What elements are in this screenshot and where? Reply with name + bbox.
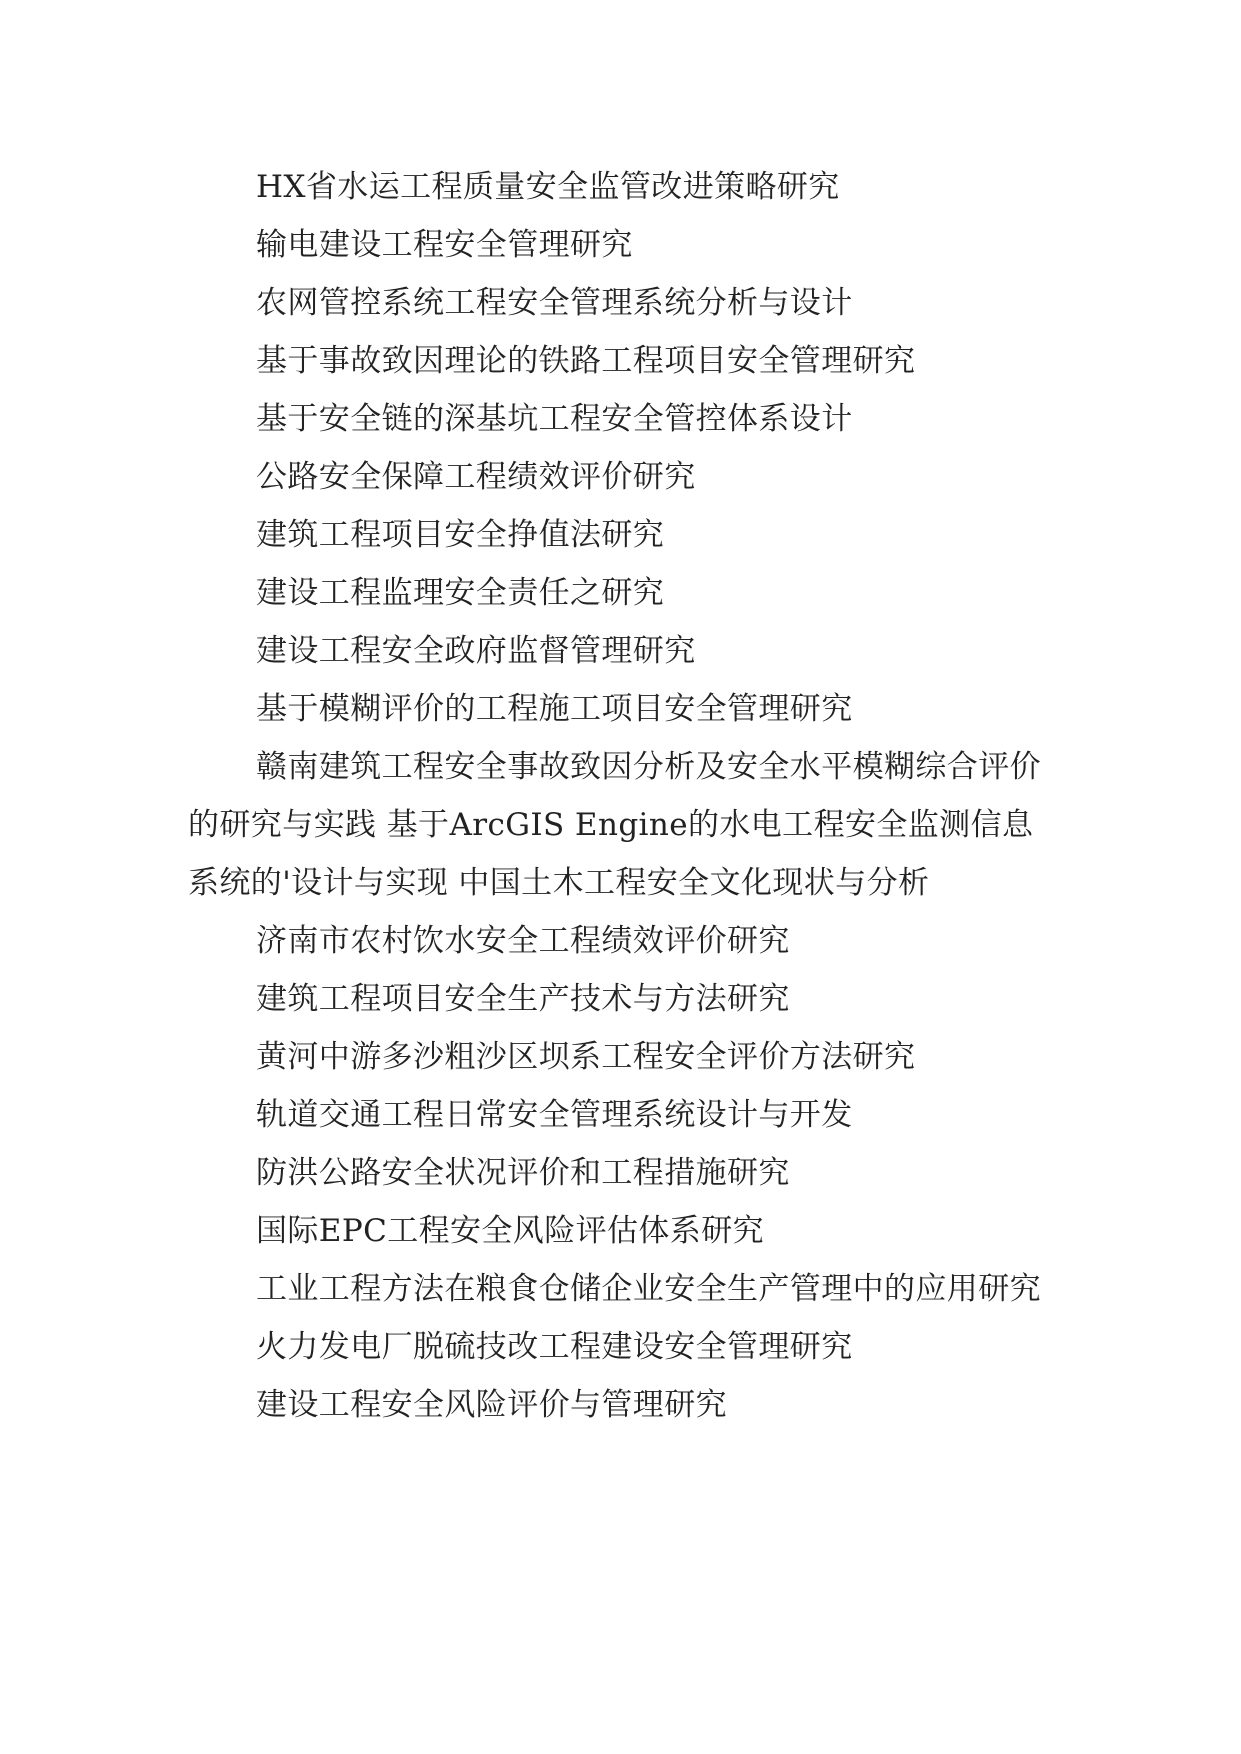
title-item: 防洪公路安全状况评价和工程措施研究 [256,1155,790,1191]
title-item: 基于事故致因理论的铁路工程项目安全管理研究 [256,343,916,379]
title-item: 国际EPC工程安全风险评估体系研究 [256,1213,765,1249]
title-item: 农网管控系统工程安全管理系统分析与设计 [256,285,853,321]
title-item: 济南市农村饮水安全工程绩效评价研究 [256,923,790,959]
title-item: 火力发电厂脱硫技改工程建设安全管理研究 [256,1329,853,1365]
title-item: 建设工程监理安全责任之研究 [256,575,665,611]
title-item: 基于模糊评价的工程施工项目安全管理研究 [256,691,853,727]
title-item: 公路安全保障工程绩效评价研究 [256,459,696,495]
title-item: 工业工程方法在粮食仓储企业安全生产管理中的应用研究 [256,1271,1041,1307]
title-item: 建筑工程项目安全生产技术与方法研究 [256,981,790,1017]
title-item: 建筑工程项目安全挣值法研究 [256,517,665,553]
title-item: 建设工程安全政府监督管理研究 [256,633,696,669]
document-body [188,158,1058,1434]
title-item: 黄河中游多沙粗沙区坝系工程安全评价方法研究 [256,1039,916,1075]
title-item: 建设工程安全风险评价与管理研究 [256,1387,727,1423]
title-item: HX省水运工程质量安全监管改进策略研究 [256,169,840,205]
title-item: 输电建设工程安全管理研究 [256,227,633,263]
title-item: 赣南建筑工程安全事故致因分析及安全水平模糊综合评价的研究与实践 基于ArcGIS Engine的水电工程安全监测信息系统的'设计与实现 中国土木工程安全文化现状与分析 [188,749,1041,901]
title-item: 基于安全链的深基坑工程安全管控体系设计 [256,401,853,437]
title-item: 轨道交通工程日常安全管理系统设计与开发 [256,1097,853,1133]
